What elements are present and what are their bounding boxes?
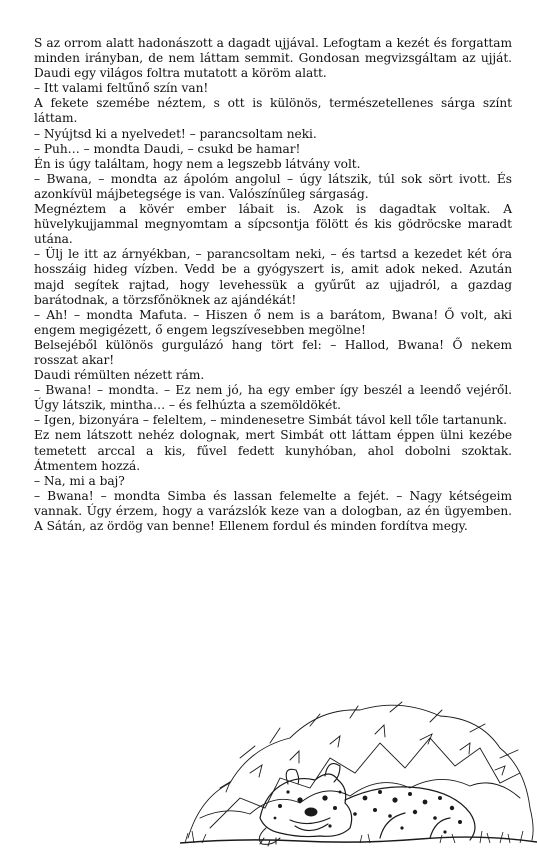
- paragraph: – Ah! – mondta Mafuta. – Hiszen ő nem is a barátom, Bwana! Ő volt, aki engem megigézett, ő engem legszívesebben megölne!: [34, 307, 512, 337]
- paragraph: – Nyújtsd ki a nyelvedet! – parancsoltam neki.: [34, 126, 317, 141]
- paragraph: S az orrom alatt hadonászott a dagadt ujjával. Lefogtam a kezét és forgattam minden irányban, de nem láttam semmit. Gondosan megvizsgáltam az ujját. Daudi egy világos foltra mutatott a köröm alatt.: [34, 36, 512, 81]
- paragraph: Én is úgy találtam, hogy nem a legszebb látvány volt.: [34, 156, 361, 171]
- paragraph: – Bwana! – mondta. – Ez nem jó, ha egy ember így beszél a leendő vejéről. Úgy látszik, mintha… – és felhúzta a szemöldökét.: [34, 383, 512, 413]
- paragraph: Belsejéből különös gurgulázó hang tört fel: – Hallod, Bwana! Ő nekem rosszat akar!: [34, 337, 512, 367]
- paragraph: A fekete szemébe néztem, s ott is különös, természetellenes sárga színt láttam.: [34, 96, 512, 126]
- paragraph: – Bwana! – mondta Simba és lassan felemelte a fejét. – Nagy kétségeim vannak. Úgy érzem, hogy a varázslók keze van a dologban, az én ügyemben. A Sátán, az ördög van benne! Ellenem fordul és minden fordítva megy.: [34, 488, 512, 533]
- paragraph: – Puh… – mondta Daudi, – csukd be hamar!: [34, 141, 301, 156]
- paragraph: – Igen, bizonyára – feleltem, – mindenesetre Simbát távol kell tőle tartanunk.: [34, 413, 507, 428]
- body-text: [34, 36, 512, 534]
- paragraph: – Bwana, – mondta az ápolóm angolul – úgy látszik, túl sok sört ivott. És azonkívül májbetegsége is van. Valószínűleg sárgaság.: [34, 171, 512, 201]
- hyena-in-brush-illustration: [180, 688, 537, 849]
- paragraph: Megnéztem a kövér ember lábait is. Azok is dagadtak voltak. A hüvelykujjammal megnyomtam a sípcsontja fölött és kis gödröcske maradt utána.: [34, 202, 512, 247]
- paragraph: – Ülj le itt az árnyékban, – parancsoltam neki, – és tartsd a kezedet két óra hosszáig hideg vízben. Vedd be a gyógyszert is, amit adok neked. Azután majd segítek rajtad, hogy levehessük a gyűrűt az ujjadról, a gazdag barátodnak, a törzsfőnöknek az ajándékát!: [34, 247, 512, 307]
- paragraph: – Itt valami feltűnő szín van!: [34, 81, 209, 96]
- paragraph: Daudi rémülten nézett rám.: [34, 368, 205, 383]
- paragraph: – Na, mi a baj?: [34, 473, 125, 488]
- paragraph: Ez nem látszott nehéz dolognak, mert Simbát ott láttam éppen ülni kezébe temetett arccal a kis, fűvel fedett kunyhóban, ahol dobolni szoktak. Átmentem hozzá.: [34, 428, 512, 473]
